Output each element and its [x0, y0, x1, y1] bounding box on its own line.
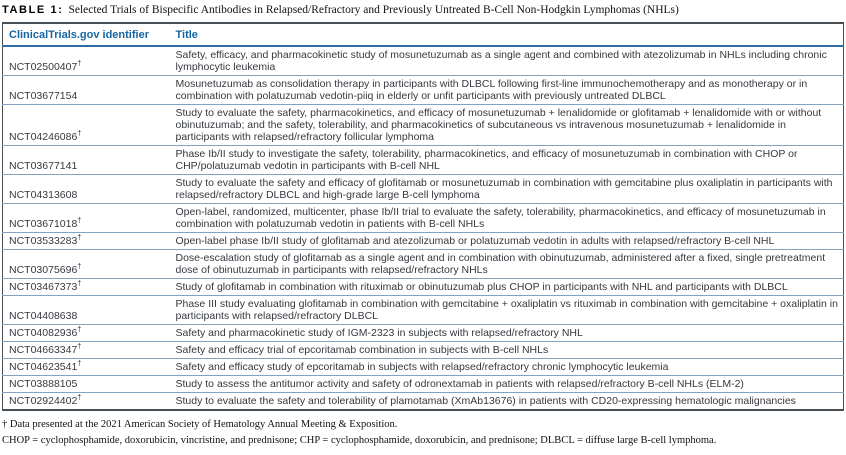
- trial-id: NCT04082936: [9, 327, 78, 339]
- trial-id: NCT03677141: [9, 160, 78, 172]
- table-row: [3, 250, 844, 279]
- trial-title-cell: Mosunetuzumab as consolidation therapy in participants with DLBCL following first-line immunochemotherapy and as monotherapy or in combination with polatuzumab vedotin-piiq in elderly or unfit participants with previously untreated DLBCL: [170, 76, 844, 105]
- trial-id-cell: [3, 105, 170, 146]
- dagger-footnote-marker: †: [77, 128, 82, 138]
- footnote-dagger: † Data presented at the 2021 American Society of Hematology Annual Meeting & Exposition.: [2, 419, 398, 430]
- footnotes: [2, 418, 844, 448]
- trial-id: NCT04623541: [9, 361, 78, 373]
- trial-id: NCT03677154: [9, 90, 78, 102]
- trial-id-cell: [3, 46, 170, 76]
- table-caption: [2, 2, 844, 22]
- table-row: [3, 105, 844, 146]
- trial-title-cell: Study of glofitamab in combination with rituximab or obinutuzumab plus CHOP in participants with NHL and participants with DLBCL: [170, 279, 844, 296]
- table-row: [3, 46, 844, 76]
- trial-title-cell: Study to evaluate the safety and tolerability of plamotamab (XmAb13676) in patients with CD20-expressing hematologic malignancies: [170, 393, 844, 411]
- trial-id: NCT04663347: [9, 344, 78, 356]
- trial-id: NCT04313608: [9, 189, 78, 201]
- trial-id: NCT04408638: [9, 310, 78, 322]
- trial-title-cell: Open-label phase Ib/II study of glofitamab and atezolizumab or polatuzumab vedotin in adults with relapsed/refractory B-cell NHL: [170, 233, 844, 250]
- table-header: [3, 23, 844, 46]
- trial-id: NCT03467373: [9, 281, 78, 293]
- dagger-footnote-marker: †: [77, 341, 82, 351]
- trial-title-cell: Study to evaluate the safety and efficacy of glofitamab or mosunetuzumab in combination with gemcitabine plus oxaliplatin in participants with relapsed/refractory DLBCL and high-grade large B-cell lymphoma: [170, 175, 844, 204]
- trial-id-cell: [3, 146, 170, 175]
- dagger-footnote-marker: †: [77, 278, 82, 288]
- table-row: [3, 393, 844, 411]
- trial-id: NCT03671018: [9, 218, 78, 230]
- footnote-abbreviations: CHOP = cyclophosphamide, doxorubicin, vincristine, and prednisone; CHP = cyclophosphamide, doxorubicin, and prednisone; DLBCL = diffuse large B-cell lymphoma.: [2, 435, 717, 446]
- trial-title-cell: Safety and pharmacokinetic study of IGM-2323 in subjects with relapsed/refractory NHL: [170, 325, 844, 342]
- dagger-footnote-marker: †: [77, 392, 82, 402]
- table-row: [3, 279, 844, 296]
- trial-id-cell: [3, 359, 170, 376]
- table-row: [3, 376, 844, 393]
- trial-id-cell: [3, 325, 170, 342]
- trial-id: NCT04246086: [9, 131, 78, 143]
- dagger-footnote-marker: †: [77, 324, 82, 334]
- trial-id: NCT02924402: [9, 395, 78, 407]
- trial-title-cell: Safety, efficacy, and pharmacokinetic study of mosunetuzumab as a single agent and combined with atezolizumab in NHLs including chronic lymphocytic leukemia: [175, 49, 827, 73]
- table-row: [3, 296, 844, 325]
- trial-title-cell: Phase III study evaluating glofitamab in combination with gemcitabine + oxaliplatin vs rituximab in combination with gemcitabine + oxaliplatin in participants with relapsed/refractory DLBCL: [170, 296, 844, 325]
- table-row: [3, 175, 844, 204]
- trial-title-cell: Open-label, randomized, multicenter, phase Ib/II trial to evaluate the safety, tolerability, pharmacokinetics, and efficacy of mosunetuzumab in combination with polatuzumab vedotin in patients with B-cell NHLs: [170, 204, 844, 233]
- dagger-footnote-marker: †: [77, 232, 82, 242]
- trial-title-cell: Study to assess the antitumor activity and safety of odronextamab in patients with relapsed/refractory B-cell NHLs (ELM-2): [170, 376, 844, 393]
- table-row: [3, 342, 844, 359]
- column-header-title: Title: [170, 23, 844, 46]
- trial-id-cell: [3, 393, 170, 411]
- trial-id: NCT03075696: [9, 264, 78, 276]
- trial-id-cell: [3, 250, 170, 279]
- table-caption-text: Selected Trials of Bispecific Antibodies in Relapsed/Refractory and Previously Untreated B-Cell Non-Hodgkin Lymphomas (NHLs): [68, 4, 679, 16]
- dagger-footnote-marker: †: [77, 261, 82, 271]
- trial-id-cell: [3, 204, 170, 233]
- trial-title-cell: Safety and efficacy trial of epcoritamab combination in subjects with B-cell NHLs: [170, 342, 844, 359]
- trial-id-cell: [3, 342, 170, 359]
- table-caption-label: TABLE 1:: [2, 4, 64, 16]
- trials-table: [2, 22, 844, 411]
- dagger-footnote-marker: †: [77, 58, 82, 68]
- table-row: [3, 325, 844, 342]
- table-row: [3, 204, 844, 233]
- table-row: [3, 146, 844, 175]
- trial-id-cell: [3, 233, 170, 250]
- trial-title-cell: Phase Ib/II study to investigate the safety, tolerability, pharmacokinetics, and efficacy of mosunetuzumab in combination with CHOP or CHP/polatuzumab vedotin in participants with B-cell NHL: [170, 146, 844, 175]
- table-row: [3, 233, 844, 250]
- table-row: [3, 359, 844, 376]
- trial-id: NCT02500407: [9, 61, 78, 73]
- trial-id: NCT03888105: [9, 378, 78, 390]
- table-body: [3, 46, 844, 410]
- trial-id-cell: [3, 76, 170, 105]
- trial-id-cell: [3, 175, 170, 204]
- dagger-footnote-marker: †: [77, 358, 82, 368]
- trial-title-cell: Study to evaluate the safety, pharmacokinetics, and efficacy of mosunetuzumab + lenalidomide or glofitamab + lenalidomide with or without obinutuzumab; and the safety, tolerability, and pharmacokinetics of subcutaneous vs intravenous mosunetuzumab + lenalidomide in participants with relapsed/refractory follicular lymphoma: [170, 105, 844, 146]
- table-row: [3, 76, 844, 105]
- trial-id-cell: [3, 279, 170, 296]
- trial-id-cell: [3, 376, 170, 393]
- trial-title-cell: Dose-escalation study of glofitamab as a single agent and in combination with obinutuzumab, administered after a fixed, single pretreatment dose of obinutuzumab in participants with relapsed/refractory NHLs: [170, 250, 844, 279]
- trial-id: NCT03533283: [9, 235, 78, 247]
- column-header-identifier: ClinicalTrials.gov identifier: [3, 23, 170, 46]
- trial-id-cell: [3, 296, 170, 325]
- header-row: [3, 23, 844, 46]
- trial-title-cell: Safety and efficacy study of epcoritamab in subjects with relapsed/refractory chronic lymphocytic leukemia: [170, 359, 844, 376]
- dagger-footnote-marker: †: [77, 215, 82, 225]
